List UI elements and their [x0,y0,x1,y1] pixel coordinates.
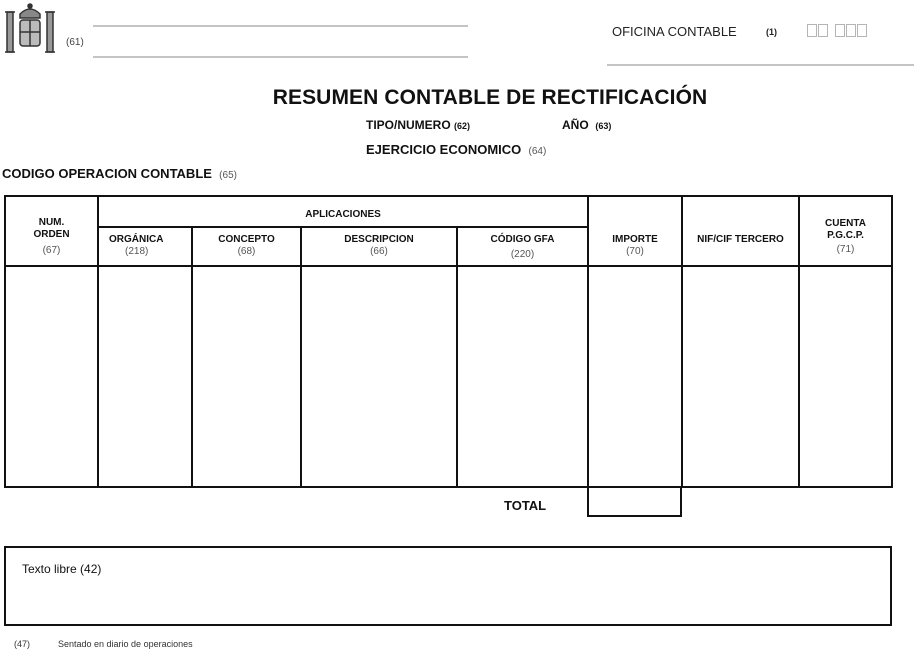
footer-text: Sentado en diario de operaciones [58,639,193,649]
page-title: RESUMEN CONTABLE DE RECTIFICACIÓN [272,86,708,109]
codigo-operacion-field[interactable] [2,166,237,181]
col-header-organica: ORGÁNICA (218) [109,234,164,257]
header-line-top [93,25,468,27]
oficina-ref: (1) [766,27,777,37]
col-header-importe: IMPORTE (70) [612,234,658,257]
oficina-code-boxes[interactable] [807,24,871,37]
ref-61: (61) [66,37,84,48]
tipo-numero-label: TIPO/NUMERO [366,118,451,132]
anio-label: AÑO [562,118,589,132]
anio-ref: (63) [595,121,612,131]
ejercicio-field[interactable] [366,142,546,157]
table-body[interactable] [6,267,891,486]
col-header-num-orden: NUM. ORDEN (67) [33,217,70,256]
col-group-aplicaciones: APLICACIONES [305,209,381,220]
spain-coat-of-arms-icon [2,2,58,58]
col-header-codigo-gfa: CÓDIGO GFA (220) [490,234,555,260]
col-header-nif-cif: NIF/CIF TERCERO [697,234,784,245]
group-divider [97,226,588,228]
total-value-field[interactable] [587,486,682,517]
texto-libre-box[interactable] [4,546,892,626]
accounting-table [4,195,893,488]
col-header-descripcion: DESCRIPCION (66) [344,234,414,257]
codigo-operacion-ref: (65) [219,170,237,181]
total-label: TOTAL [504,498,547,513]
texto-libre-label: Texto libre (42) [22,562,102,576]
col-header-concepto: CONCEPTO (68) [218,234,275,257]
oficina-contable-label: OFICINA CONTABLE [612,24,737,39]
ejercicio-label: EJERCICIO ECONOMICO [366,142,522,157]
footer-ref: (47) [14,639,31,649]
tipo-numero-ref: (62) [454,121,471,131]
ejercicio-ref: (64) [528,146,547,157]
tipo-numero-field[interactable] [366,118,470,132]
anio-field[interactable] [562,118,611,132]
col-header-cuenta-pgcp: CUENTA P.G.C.P. (71) [825,218,866,255]
header-line-bottom [93,56,468,58]
oficina-line [607,64,914,66]
codigo-operacion-label: CODIGO OPERACION CONTABLE [2,166,212,181]
